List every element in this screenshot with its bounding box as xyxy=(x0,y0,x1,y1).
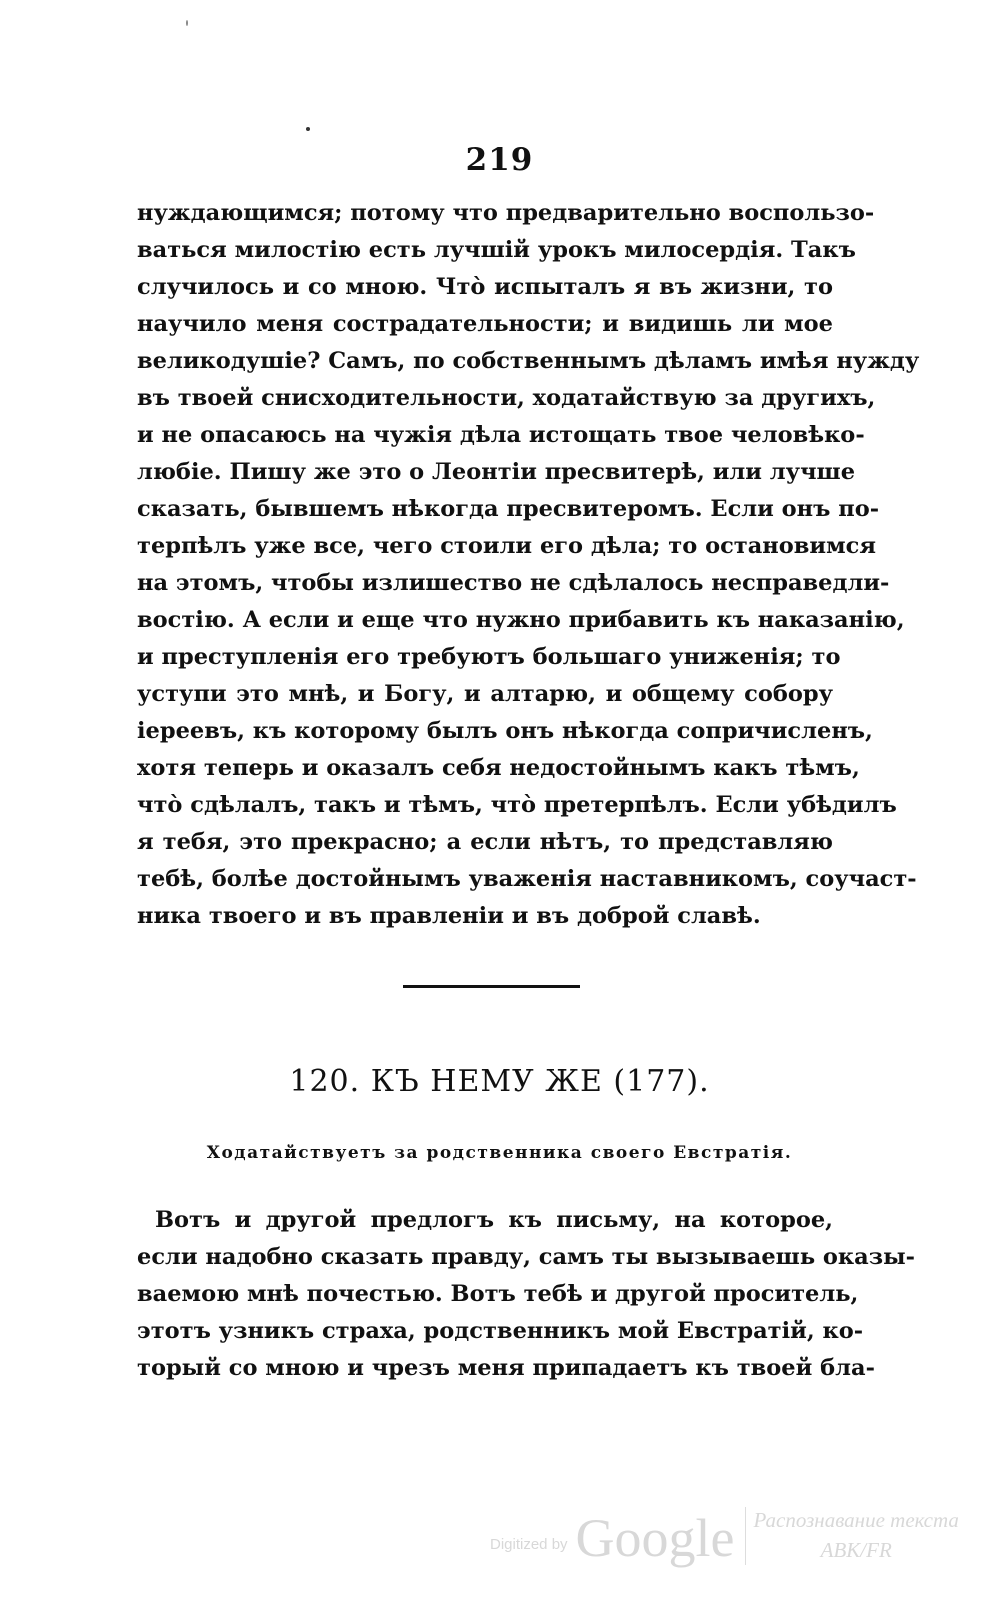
text-line: іереевъ, къ которому былъ онъ нѣкогда сопричисленъ, xyxy=(137,718,873,744)
text-line: ника твоего и въ правленіи и въ доброй славѣ. xyxy=(137,903,761,929)
text-line: великодушіе? Самъ, по собственнымъ дѣламъ имѣя нужду xyxy=(137,348,920,374)
text-line: на этомъ, чтобы излишество не сдѣлалось несправедли- xyxy=(137,570,890,596)
text-line: востію. А если и еще что нужно прибавить къ наказанію, xyxy=(137,607,905,633)
watermark-ocr-line1: Распознавание текста xyxy=(753,1508,959,1532)
text-line: я тебя, это прекрасно; а если нѣтъ, то представляю xyxy=(137,829,833,855)
page-number: 219 xyxy=(465,142,534,178)
text-line: ваемою мнѣ почестью. Вотъ тебѣ и другой проситель, xyxy=(137,1281,859,1307)
text-line: ваться милостію есть лучшій урокъ милосердія. Такъ xyxy=(137,237,856,263)
section-divider xyxy=(403,985,580,988)
ink-speck xyxy=(306,127,310,131)
watermark-ocr-line2: ABK/FR xyxy=(820,1538,892,1562)
text-line: сказать, бывшемъ нѣкогда пресвитеромъ. Если онъ по- xyxy=(137,496,880,522)
text-line: научило меня сострадательности; и видишь ли мое xyxy=(137,311,833,337)
text-line: и не опасаюсь на чужія дѣла истощать твое человѣко- xyxy=(137,422,865,448)
text-line: и преступленія его требуютъ большаго униженія; то xyxy=(137,644,841,670)
section-heading: 120. КЪ НЕМУ ЖЕ (177). xyxy=(289,1064,710,1099)
section-subtitle: Ходатайствуетъ за родственника своего Евстратія. xyxy=(206,1143,793,1163)
text-line: торый со мною и чрезъ меня припадаетъ къ твоей бла- xyxy=(137,1355,875,1381)
text-line: любіе. Пишу же это о Леонтіи пресвитерѣ, или лучше xyxy=(137,459,856,485)
text-line: уступи это мнѣ, и Богу, и алтарю, и общему собору xyxy=(137,681,833,707)
watermark-separator xyxy=(745,1507,746,1565)
watermark-digitized-by: Digitized by xyxy=(490,1536,568,1553)
text-line: Вотъ и другой предлогъ къ письму, на которое, xyxy=(155,1207,833,1233)
text-line: этотъ узникъ страха, родственникъ мой Евстратій, ко- xyxy=(137,1318,864,1344)
text-line: если надобно сказать правду, самъ ты вызываешь оказы- xyxy=(137,1244,916,1270)
watermark-google-logo: Google xyxy=(575,1508,735,1568)
text-line: нуждающимся; потому что предварительно воспользо- xyxy=(137,200,875,226)
text-line: хотя теперь и оказалъ себя недостойнымъ какъ тѣмъ, xyxy=(137,755,860,781)
second-text-block xyxy=(137,1202,916,1387)
text-line: въ твоей снисходительности, ходатайствую за другихъ, xyxy=(137,385,876,411)
watermark-ocr-credit xyxy=(754,1505,959,1565)
main-text-block xyxy=(137,195,920,935)
digitization-watermark xyxy=(490,1505,959,1568)
text-line: терпѣлъ уже все, чего стоили его дѣла; то остановимся xyxy=(137,533,876,559)
text-line: чтò сдѣлалъ, такъ и тѣмъ, чтò претерпѣлъ. Если убѣдилъ xyxy=(137,792,897,818)
text-line: случилось и со мною. Чтò испыталъ я въ жизни, то xyxy=(137,274,833,300)
ink-speck xyxy=(186,20,188,26)
text-line: тебѣ, болѣе достойнымъ уваженія наставникомъ, соучаст- xyxy=(137,866,917,892)
